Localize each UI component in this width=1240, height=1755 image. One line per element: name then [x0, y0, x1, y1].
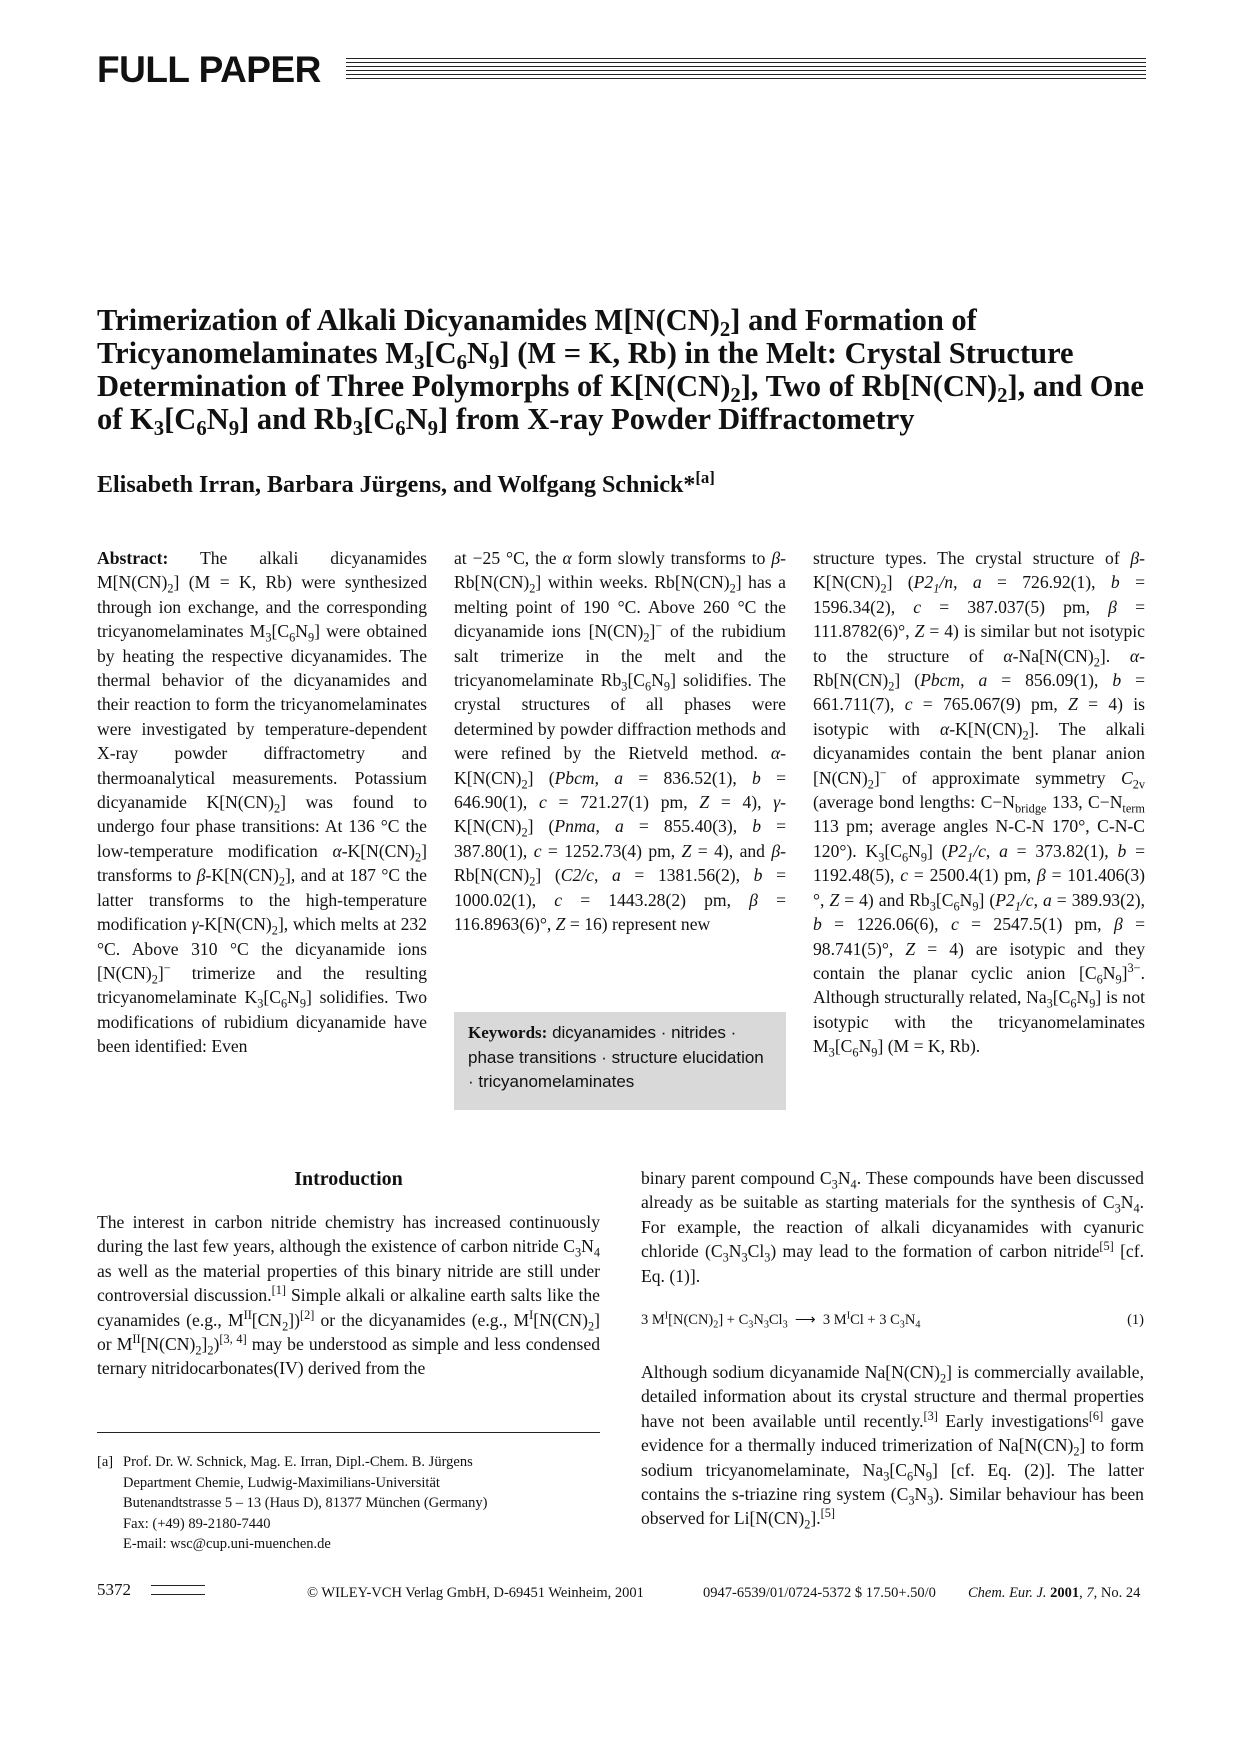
affiliation-tag: [a] — [97, 1454, 114, 1470]
affiliation-line-1: Prof. Dr. W. Schnick, Mag. E. Irran, Dipl.-Chem. B. Jürgens — [123, 1454, 473, 1470]
header-rules — [346, 58, 1146, 82]
abstract-column-1 — [97, 546, 427, 1059]
page-number-rule — [151, 1585, 205, 1603]
page-number: 5372 — [97, 1580, 131, 1599]
keywords-box — [454, 1012, 786, 1110]
intro-paragraph-3: Although sodium dicyanamide $Na[N(CN)_2]$ is commercially available, detailed information about its crystal structure and thermal properties have not been available until recently.[3] Early investigations[6] gave evidence for a thermally induced trimerization of $Na[N(CN)_2]$ to form sodium tricyanomelaminate, $Na_3[C_6N_9]$ [cf. Eq. (2)]. The latter contains the s-triazine ring system $(C_3N_3)$. Similar behaviour has been observed for $Li[N(CN)_2].[5]$ — [641, 1362, 1145, 1532]
footer-copyright: © WILEY-VCH Verlag GmbH, D-69451 Weinheim, 2001 — [307, 1585, 644, 1601]
section-label: FULL PAPER — [97, 49, 321, 90]
article-authors: Elisabeth Irran, Barbara Jürgens, and Wolfgang Schnick*[a] — [97, 467, 715, 498]
intro-paragraph-1: The interest in carbon nitride chemistry has increased continuously during the last few years, although the existence of carbon nitride $C_3N_4$ as well as the material properties of this binary nitride are still under controversial discussion.[1] Simple alkali or alkaline earth salts like the cyanamides (e.g., $M^{II}[CN_2])[2]$ or the dicyanamides (e.g., $M^I[N(CN)_2]$ or $M^{II}[N(CN)_2]_2)[3, 4]$ may be understood as simple and less condensed ternary nitridocarbonates(IV) derived from the — [97, 1212, 601, 1379]
abstract-text-1: The alkali dicyanamides $M[N(CN)_2] (M = K$, Rb) were synthesized through ion exchange, and the corresponding tricyanomelaminates $M_3[C_6N_9]$ were obtained by heating the respective dicyanamides. The thermal behavior of the dicyanamides and their reaction to form the tricyanomelaminates were investigated by temperature-dependent X-ray powder diffractometry and thermoanalytical measurements. Potassium dicyanamide $K[N(CN)_2]$ was found to undergo four phase transitions: At 136 °C the low-temperature modification $\alpha-K[N(CN)_2]$ transforms to $\beta-K[N(CN)_2]$, and at 187 °C the latter transforms to the high-temperature modification $\gamma-K[N(CN)_2]$, which melts at 232 °C. Above 310 °C the dicyanamide ions $[N(CN)_2]^-$ trimerize and the resulting tricyanomelaminate $K_3[C_6N_9]$ solidifies. Two modifications of rubidium dicyanamide have been identified: Even — [97, 548, 428, 1057]
affiliation-line-4: Fax: (+49) 89-2180-7440 — [123, 1515, 271, 1532]
footnote-rule — [97, 1432, 600, 1433]
equation-1 — [641, 1310, 1144, 1330]
abstract-label: Abstract: — [97, 548, 169, 568]
abstract-column-3: structure types. The crystal structure of $\beta-K[N(CN)_2]$ ($P2_1/n$, a = 726.92(1), b = 1596.34(2), c = 387.037(5) pm, β = 111.8782(6)°, Z = 4) is similar but not isotypic to the structure of $\alpha-Na[N(CN)_2]$. $\alpha-Rb[N(CN)_2]$ (Pbcm, a = 856.09(1), b = 661.711(7), c = 765.067(9) pm, Z = 4) is isotypic with $\alpha-K[N(CN)_2]$. The alkali dicyanamides contain the bent planar anion $[N(CN)_2]^-$ of approximate symmetry $C_{2v}$ (average bond lengths: $C-N_{bridge}$ 133, $C-N_{term}$ 113 pm; average angles N-C-N 170°, C-N-C 120°). $K_3[C_6N_9]$ ($P2_1/c$, a = 373.82(1), b = 1192.48(5), c = 2500.4(1) pm, β = 101.406(3)°, Z = 4) and $Rb_3[C_6N_9]$ ($P2_1/c$, a = 389.93(2), b = 1226.06(6), c = 2547.5(1) pm, β = 98.741(5)°, Z = 4) are isotypic and they contain the planar cyclic anion $[C_6N_9]^{3-}$. Although structurally related, $Na_3[C_6N_9]$ is not isotypic with the tricyanomelaminates $M_3[C_6N_9] (M = K$, Rb). — [813, 548, 1146, 1060]
section-heading-introduction: Introduction — [294, 1168, 403, 1190]
footer-issn: 0947-6539/01/0724-5372 $ 17.50+.50/0 — [703, 1585, 936, 1601]
keywords-label: Keywords: — [468, 1023, 548, 1042]
intro-paragraph-2: binary parent compound $C_3N_4$. These compounds have been discussed already as be suitable as starting materials for the synthesis of $C_3N_4$. For example, the reaction of alkali dicyanamides with cyanuric chloride $(C_3N_3Cl_3)$ may lead to the formation of carbon nitride[5] [cf. Eq. (1)]. — [641, 1168, 1144, 1286]
affiliation-footnote — [97, 1452, 600, 1555]
keywords-text: dicyanamides · nitrides · phase transitions · structure elucidation · tricyanomelaminates — [468, 1023, 764, 1091]
abstract-column-2: at −25 °C, the α form slowly transforms to $\beta-Rb[N(CN)_2]$ within weeks. $Rb[N(CN)_2]$ has a melting point of 190 °C. Above 260 °C the dicyanamide ions $[N(CN)_2]^-$ of the rubidium salt trimerize in the melt and the tricyanomelaminate $Rb_3[C_6N_9]$ solidifies. The crystal structures of all phases were determined by powder diffraction methods and were refined by the Rietveld method. $\alpha-K[N(CN)_2]$ (Pbcm, a = 836.52(1), b = 646.90(1), c = 721.27(1) pm, Z = 4), $\gamma-K[N(CN)_2]$ (Pnma, a = 855.40(3), b = 387.80(1), c = 1252.73(4) pm, Z = 4), and $\beta-Rb[N(CN)_2]$ (C2/c, a = 1381.56(2), b = 1000.02(1), c = 1443.28(2) pm, β = 116.8963(6)°, Z = 16) represent new — [454, 548, 787, 935]
affiliation-line-2: Department Chemie, Ludwig-Maximilians-Universität — [123, 1474, 440, 1491]
equation-1-number: (1) — [1127, 1312, 1144, 1328]
affiliation-line-5: E-mail: wsc@cup.uni-muenchen.de — [123, 1536, 331, 1552]
affiliation-line-3: Butenandtstrasse 5 – 13 (Haus D), 81377 München (Germany) — [123, 1495, 488, 1511]
footer-journal: Chem. Eur. J. 2001, 7, No. 24 — [968, 1585, 1141, 1601]
article-title: Trimerization of Alkali Dicyanamides $M[N(CN)_2]$ and Formation of Tricyanomelaminates $M_3[C_6N_9] (M = K$, Rb) in the Melt: Crystal Structure Determination of Three Polymorphs of $K[N(CN)_2]$, Two of $Rb[N(CN)_2]$, and One of $K_3[C_6N_9]$ and $Rb_3[C_6N_9]$ from X-ray Powder Diffractometry — [97, 303, 1144, 441]
equation-1-body: 3 $M^I[N(CN)_2] + C_3N_3Cl_3$ ⟶ 3 $M^ICl + 3$ $C_3N_4$ — [641, 1310, 921, 1331]
